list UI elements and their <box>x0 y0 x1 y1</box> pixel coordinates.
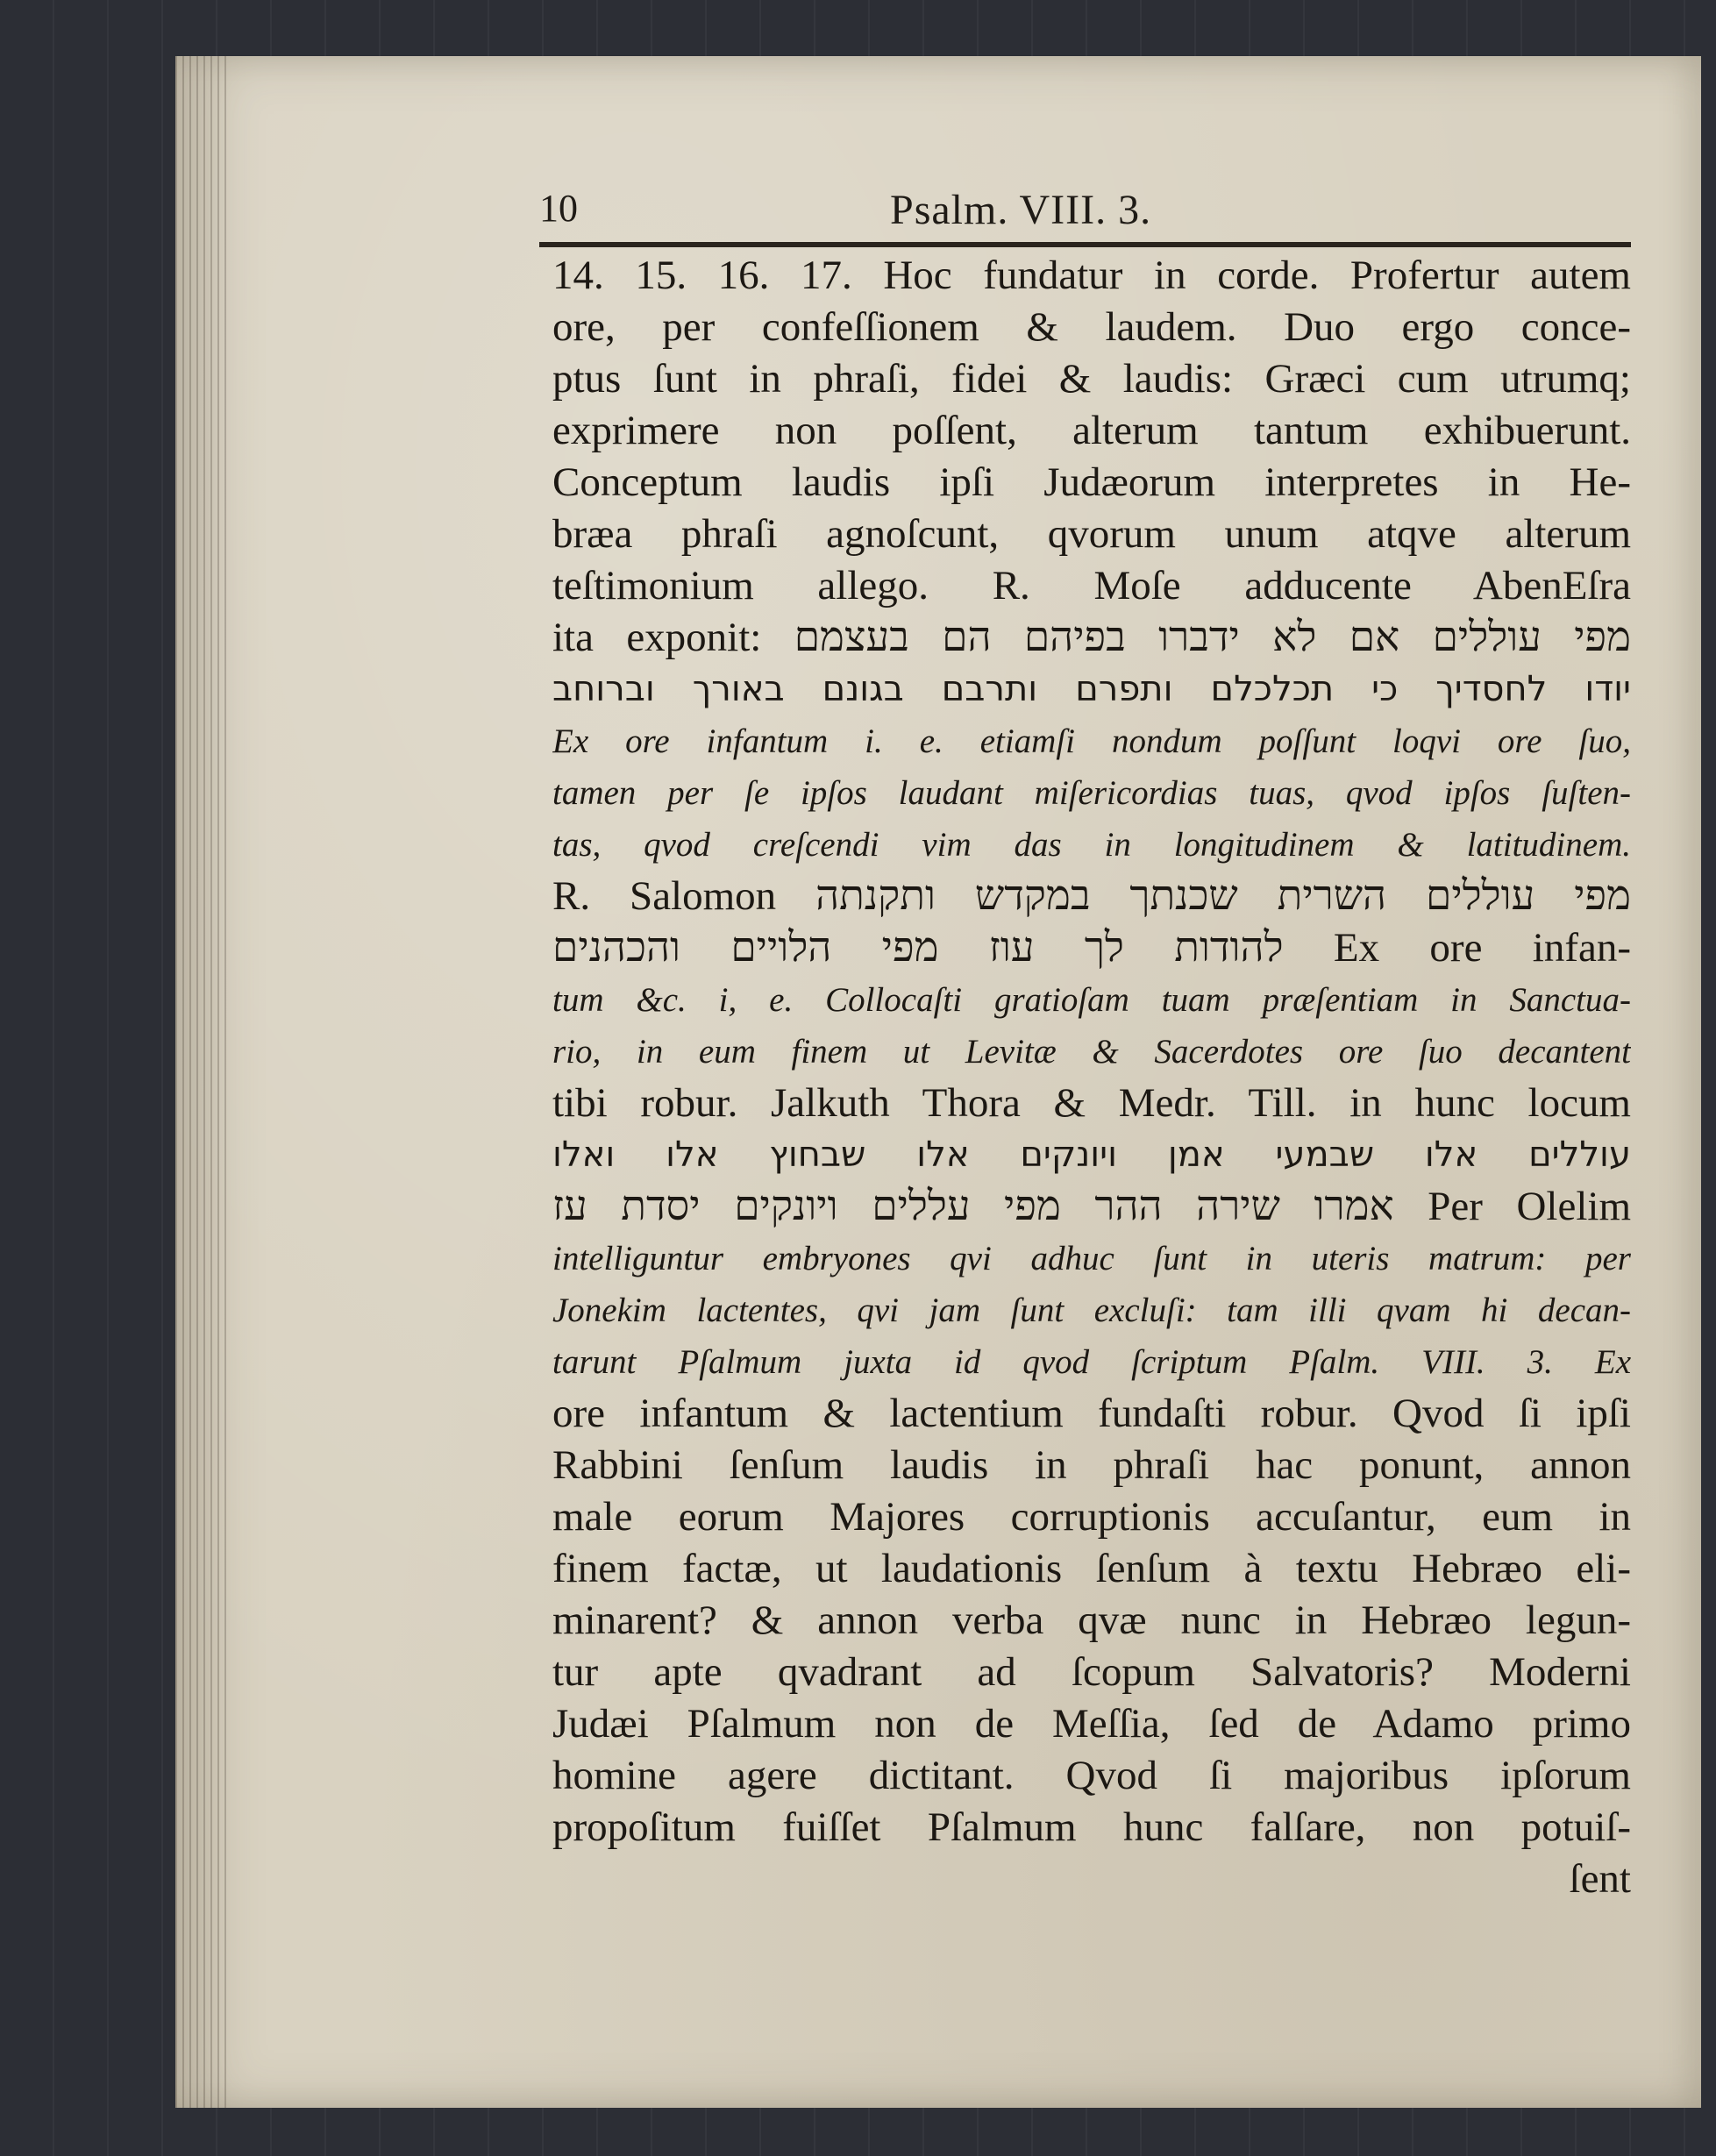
running-head: Psalm. VIII. 3. <box>890 187 1152 233</box>
text-line: Judæi Pſalmum non de Meſſia, ſed de Adamo primo <box>552 1701 1631 1747</box>
text-line-hebrew: עוללים אלו שבמעי אמן ויונקים אלו שבחוץ אלו ואלו <box>552 1135 1631 1175</box>
text-line: bræa phraſi agnoſcunt, qvorum unum atqve alterum <box>552 511 1631 557</box>
text-line-italic: tum &c. i, e. Collocaſti gratioſam tuam præſentiam in Sanctua- <box>552 981 1631 1019</box>
text-line: exprimere non poſſent, alterum tantum exhibuerunt. <box>552 408 1631 453</box>
text-line: Rabbini ſenſum laudis in phraſi hac ponunt, annon <box>552 1442 1631 1488</box>
text-line-mixed: ita exponit: מפי עוללים אם לא ידברו בפיהם הם בעצמם <box>552 615 1631 660</box>
page-number: 10 <box>539 187 578 230</box>
body-text <box>552 250 1631 1905</box>
text-line: propoſitum fuiſſet Pſalmum hunc falſare, non potuiſ- <box>552 1804 1631 1850</box>
text-line: tur apte qvadrant ad ſcopum Salvatoris? Moderni <box>552 1649 1631 1695</box>
text-line-italic: Jonekim lactentes, qvi jam ſunt excluſi: tam illi qvam hi decan- <box>552 1291 1631 1329</box>
page-edges <box>175 56 228 2108</box>
text-line: 14. 15. 16. 17. Hoc fundatur in corde. Profertur autem <box>552 253 1631 298</box>
text-line: homine agere dictitant. Qvod ſi majoribus ipſorum <box>552 1753 1631 1798</box>
text-line-mixed: ore infantum & lactentium fundaſti robur. Qvod ſi ipſi <box>552 1391 1631 1436</box>
text-line: finem factæ, ut laudationis ſenſum à textu Hebræo eli- <box>552 1546 1631 1591</box>
text-line-mixed: להודות לך עוז מפי הלויים והכהנים Ex ore infan- <box>552 925 1631 971</box>
text-line: Conceptum laudis ipſi Judæorum interpretes in He- <box>552 459 1631 505</box>
text-line: minarent? & annon verba qvæ nunc in Hebræo legun- <box>552 1597 1631 1643</box>
text-line-hebrew: יודו לחסדיך כי תכלכלם ותפרם ותרבם בגונם באורך וברוחב <box>552 669 1631 709</box>
text-line-italic: rio, in eum finem ut Levitæ & Sacerdotes ore ſuo decantent <box>552 1033 1631 1071</box>
text-line-italic: tas, qvod creſcendi vim das in longitudinem & latitudinem. <box>552 826 1631 864</box>
text-line-mixed: אמרו שירה ההר מפי עללים ויונקים יסדת עז Per Olelim <box>552 1184 1631 1229</box>
text-line: male eorum Majores corruptionis accuſantur, eum in <box>552 1494 1631 1540</box>
catchword: ſent <box>1569 1856 1631 1902</box>
text-line: ore, per confeſſionem & laudem. Duo ergo conce- <box>552 304 1631 350</box>
text-line-mixed: tibi robur. Jalkuth Thora & Medr. Till. in hunc locum <box>552 1080 1631 1126</box>
text-line-italic: tamen per ſe ipſos laudant miſericordias tuas, qvod ipſos ſuſten- <box>552 774 1631 812</box>
text-line: teſtimonium allego. R. Moſe adducente AbenEſra <box>552 563 1631 608</box>
page-header <box>539 186 1631 238</box>
text-line-italic: intelliguntur embryones qvi adhuc ſunt in uteris matrum: per <box>552 1240 1631 1277</box>
text-line-mixed: R. Salomon מפי עוללים השרית שכנתך במקדש ותקנתה <box>552 873 1631 919</box>
text-line: ptus ſunt in phraſi, fidei & laudis: Græci cum utrumq; <box>552 356 1631 402</box>
text-line-mixed: tarunt Pſalmum juxta id qvod ſcriptum Pſalm. VIII. 3. Ex <box>552 1343 1631 1381</box>
text-line-italic: Ex ore infantum i. e. etiamſi nondum poſſunt loqvi ore ſuo, <box>552 722 1631 760</box>
header-rule <box>539 242 1631 247</box>
